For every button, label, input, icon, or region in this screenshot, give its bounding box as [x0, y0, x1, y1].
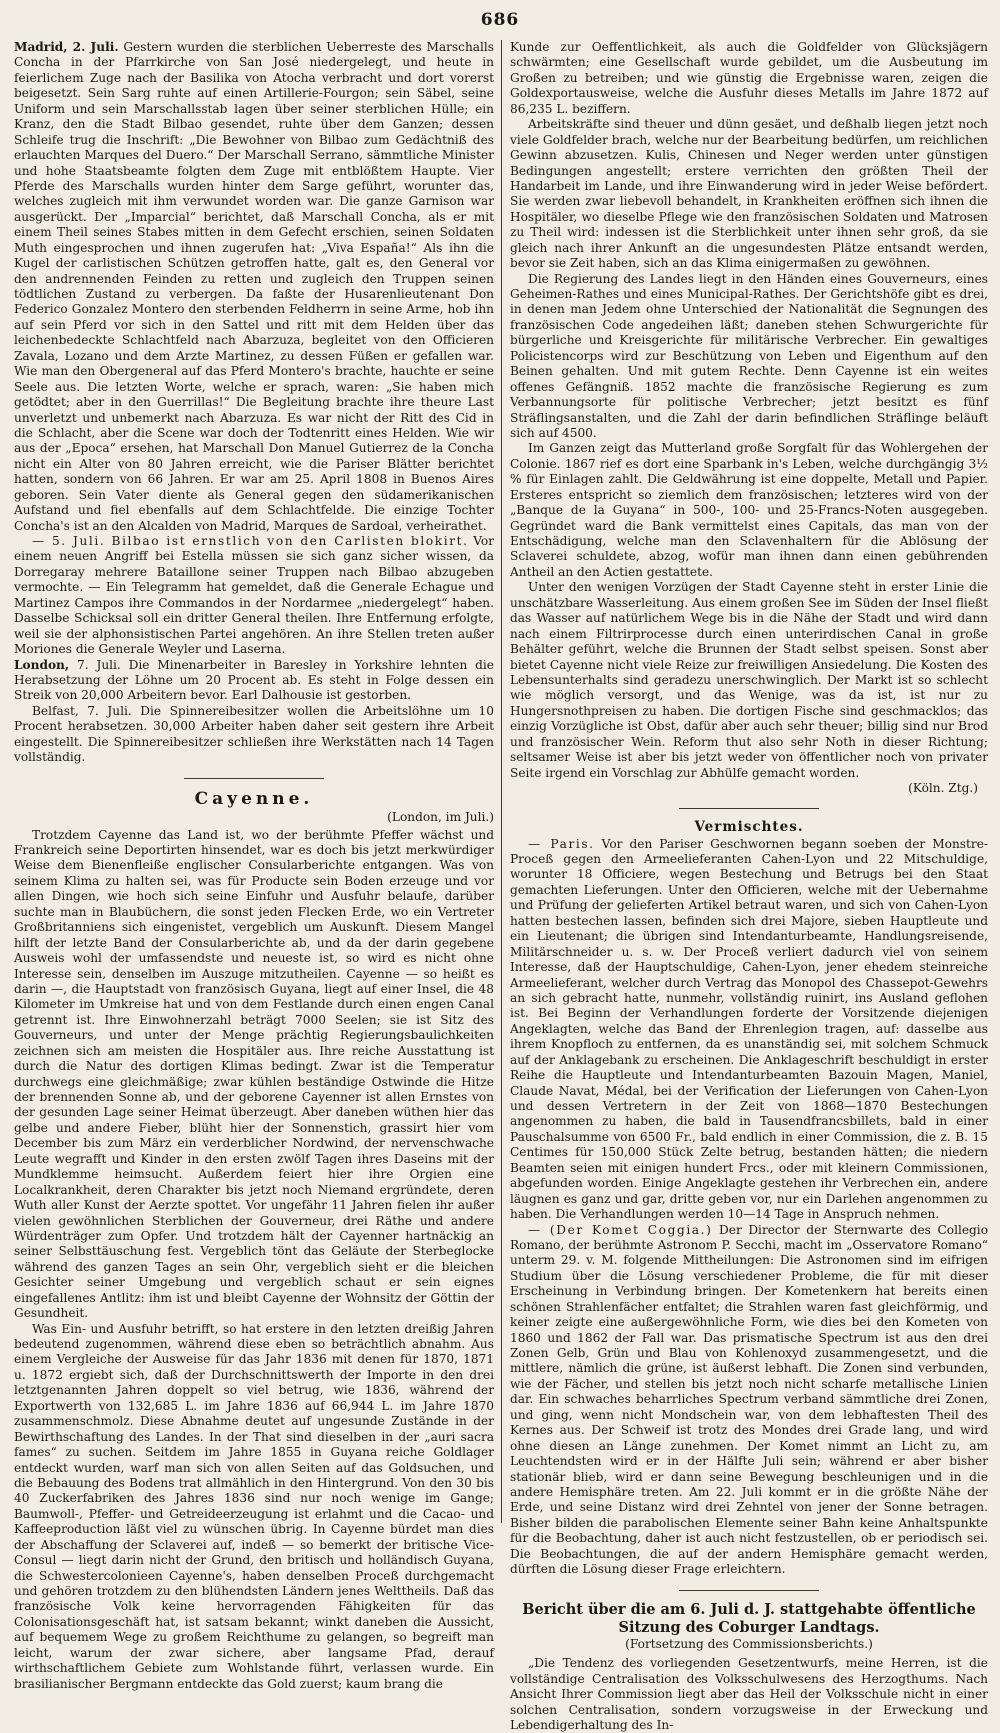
belfast-article: Belfast, 7. Juli. Die Spinnereibesitzer wollen die Arbeitslöhne um 10 Procent herabsetzen. 30,000 Arbeiter haben daher seit gestern ihre Arbeit eingestellt. Die Spinnereibesitzer schließen ihre Werkstätten nach 14 Tagen vollständig.	[14, 703, 494, 765]
vermischtes-heading: Vermischtes.	[694, 819, 804, 836]
madrid-dateline: Madrid, 2. Juli.	[14, 40, 119, 54]
right-column	[510, 40, 989, 1733]
column-divider	[501, 40, 502, 1523]
section-separator	[679, 1590, 819, 1591]
section-separator	[679, 808, 819, 809]
cayenne-paragraph-2: Was Ein- und Ausfuhr betrifft, so hat erstere in den letzten dreißig Jahren bedeutend zugenommen, während diese eben so beträchtlich abnahm. Aus einem Vergleiche der Ausweise für das Jahr 1836 mit denen für 1870, 1871 u. 1872 ergiebt sich, daß der Durchschnittswerth der Importe in den drei letztgenannten Jahren doppelt so viel betrug, wie 1836, während der Exportwerth von 132,685 L. im Jahre 1836 auf 66,944 L. im Jahre 1870 zusammenschmolz. Diese Abnahme deutet auf ungesunde Zustände in der Bewirthschaftung des Landes. In der That sind dieselben in der „auri sacra fames“ zu suchen. Seitdem im Jahre 1855 in Guyana reiche Goldlager entdeckt wurden, warf man sich von allen Seiten auf das Goldsuchen, und die Bebauung des Bodens trat allmählich in den Hintergrund. Von den 30 bis 40 Zuckerfabriken des Jahres 1836 sind nur noch wenige im Gange; Baumwoll-, Pfeffer- und Getreideerzeugung ist erlahmt und die Cacao- und Kaffeeproduction läßt viel zu wünschen übrig. In Cayenne bürdet man dies der Abschaffung der Sclaverei auf, indeß — so bemerkt der britische Vice-Consul — liegt darin nicht der Grund, den britisch und holländisch Guyana, die Schwestercolonieen Cayenne's, haben denselben Proceß durchgemacht und gehören trotzdem zu den blühendsten Ländern jenes Welttheils. Daß das französische Volk keine hervorragenden Fähigkeiten für das Colonisationsgeschäft hat, ist satsam bekannt; winkt daneben die Aussicht, auf bequemem Wege zu großem Reichthume zu gelangen, so begreift man leicht, warum der zwar sichere, aber langsame Pfad, derauf wirthschaftlichem Gebiete zum Wohlstande führt, verlassen wurde. Ein brasilianischer Bergmann entdeckte das Gold zuerst; kaum brang die	[14, 1321, 494, 1691]
cayenne-paragraph-3: Arbeitskräfte sind theuer und dünn gesäet, und deßhalb liegen jetzt noch viele Goldfelder brach, welche nur der Bearbeitung bedürfen, um reichlichen Gewinn abzusetzen. Kulis, Chinesen und Neger werden unter günstigen Bedingungen angestellt; erstere verrichten den größten Theil der Handarbeit im Lande, und ihre Einwanderung wird in jeder Weise befördert. Sie werden zwar liebevoll behandelt, in Krankheiten eröffnen sich ihnen die Hospitäler, wo dieselbe Pflege wie den französischen Soldaten und Matrosen zu Theil wird: indessen ist die Sterblichkeit unter ihnen sehr groß, da sie gleich nach ihrer Ankunft an die ungesundesten Plätze entsandt werden, bevor sie Zeit haben, sich an das Klima einigermaßen zu gewöhnen.	[510, 117, 988, 271]
paris-article	[510, 837, 988, 1223]
left-column	[14, 40, 494, 1691]
cayenne-paragraph-4: Die Regierung des Landes liegt in den Händen eines Gouverneurs, eines Geheimen-Rathes und eines Municipal-Rathes. Der Gerichtshöfe gibt es drei, in denen man Jedem ohne Unterschied der Nationalität die Segnungen des französischen Code angedeihen läßt; daneben stehen Schwurgerichte für bürgerliche und Kreisgerichte für militärische Verbrecher. Ein gewaltiges Policistencorps wird zur Beschützung von Leben und Eigenthum auf den Beinen gehalten. Und mit gutem Rechte. Denn Cayenne ist ein weites offenes Gefängniß. 1852 machte die französische Regierung es zum Verbannungsorte für politische Verbrecher; jetzt besitzt es fünf Sträflingsanstalten, und die Zahl der darin befindlichen Sträflinge beläuft sich auf 4500.	[510, 271, 988, 440]
madrid-body: Gestern wurden die sterblichen Ueberreste des Marschalls Concha in der Pfarrkirche von San José niedergelegt, und heute in feierlichem Zuge nach der Basilika von Atocha verbracht und dort vorerst beigesetzt. Sein Sarg ruhte auf einen Artillerie-Fourgon; sein Säbel, seine Uniform und sein Marschallsstab lagen über seiner sterblichen Hülle; ein Kranz, den die Stadt Bilbao gesendet, ruhte über dem Ganzen; dessen Schleife trug die Inschrift: „Die Bewohner von Bilbao zum Gedächtniß des erlauchten Marques del Duero.“ Der Marschall Serrano, sämmtliche Minister und hohe Staatsbeamte folgten dem Zuge mit entblößtem Haupte. Vier Pferde des Marschalls wurden hinter dem Sarge geführt, worunter das, welches zugleich mit ihm verwundet worden war. Die ganze Garnison war ausgerückt. Der „Imparcial“ berichtet, daß Marschall Concha, als er mit einem Theil seines Stabes mitten in dem Gefecht erschien, seinen Soldaten Muth eingesprochen und ihnen zugerufen hat: „Viva España!“ Als ihn die Kugel der carlistischen Schützen getroffen hatte, galt es, den General vor den andrennenden Feinden zu retten und zugleich den Truppen seinen tödtlichen Zustand zu verbergen. Da faßte der Husarenlieutenant Don Federico Gonzalez Montero den sterbenden Feldherrn in seine Arme, hob ihn auf sein Pferd vor sich in den Sattel und ritt mit dem Helden über das leichenbedeckte Schlachtfeld nach Abarzuza, begleitet von den Officieren Zavala, Lozano und dem Arzte Martinez, zu dessen Füßen er gefallen war. Wie man den Obergeneral auf das Pferd Montero's brachte, hauchte er seine Seele aus. Die letzten Worte, welche er sprach, waren: „Sie haben mich getödtet; aber in den Guerrillas!“ Die Begleitung brachte ihre theure Last unverletzt und unbemerkt nach Abarzuza. Es war nicht der Ritt des Cid in die Schlacht, aber die Scene war doch der Todtenritt eines Helden. Wie wir aus der „Epoca“ ersehen, hat Marschall Don Manuel Gutierrez de la Concha nicht ein Alter von 80 Jahren erreicht, wie die Pariser Blätter berichtet hatten, sondern von 66 Jahren. Er war am 25. April 1808 in Buenos Aires geboren. Sein Vater diente als General gegen den südamerikanischen Aufstand und fiel ebenfalls auf dem Schlachtfelde. Die einzige Tochter Concha's ist an den Alcalden von Madrid, Marques de Sardoal, verheirathet.	[14, 40, 494, 533]
cayenne-paragraph-5: Im Ganzen zeigt das Mutterland große Sorgfalt für das Wohlergehen der Colonie. 1867 rief es dort eine Sparbank in's Leben, welche durchgängig 3½ % für Einlagen zahlt. Die Geldwährung ist eine doppelte, Metall und Papier. Ersteres entspricht so ziemlich dem französischen; letzteres wird von der „Banque de la Guyana“ in 500-, 100- und 25-Francs-Noten ausgegeben. Gegründet ward die Bank vermittelst eines Capitals, das man von der Entschädigung, welche man den Sclavenhaltern für die Ablösung der Sclaverei schuldete, abzog, wofür man ihnen dann einen gebührenden Antheil an den Actien gestattete.	[510, 441, 988, 579]
cayenne-heading: Cayenne.	[194, 788, 314, 809]
page-number: 686	[480, 10, 520, 30]
comet-body: Der Director der Sternwarte des Collegio Romano, der berühmte Astronom P. Secchi, macht im „Osservatore Romano“ unterm 29. v. M. folgende Mittheilungen: Die Astronomen sind im eifrigen Studium über die Lösung verschiedener Probleme, die für mit dieser Erscheinung in Verbindung bringen. Der Kometenkern hat bereits einen schönen Strahlenfächer entfaltet; die Strahlen waren fast gleichförmig, und keiner zeigte eine außergewöhnliche Form, wie dies bei den Kometen von 1860 und 1862 der Fall war. Das prismatische Spectrum ist aus den drei Zonen Gelb, Grün und Blau von Kohlenoxyd zusammengesetzt, und die mittlere, nämlich die grüne, ist äußerst lebhaft. Die Zonen sind verbunden, wie der Fächer, und stellen bis jetzt noch nicht scharfe metallische Linien dar. Ein schwaches beharrliches Spectrum verband sämmtliche drei Zonen, und ging, wenn nicht Mondschein war, von dem lebhaftesten Theil des Kernes aus. Der Schweif ist trotz des Mondes drei Grade lang, und wird ohne diesen an Länge zunehmen. Der Komet nimmt an Licht zu, am Leuchtendsten wird er in der Hälfte Juli sein; während er aber bisher stationär blieb, wird er dann seine Bewegung beschleunigen und in die andere Hemisphäre treten. Am 22. Juli kommt er in die größte Nähe der Erde, und seine Distanz wird drei Zehntel von jener der Sonne betragen. Bisher bilden die parabolischen Elemente seiner Bahn keine Anhaltspunkte für die Beobachtung, daher ist auch nicht festzustellen, ob er periodisch sei. Die Beobachtungen, die auf der andern Hemisphäre gemacht werden, dürften die Lösung dieser Frage erleichtern.	[510, 1222, 989, 1577]
cayenne-paragraph-1: Trotzdem Cayenne das Land ist, wo der berühmte Pfeffer wächst und Frankreich seine Deportirten hinsendet, war es doch bis jetzt merkwürdiger Weise dem Bienenfleiße englischer Consularberichte entgangen. Was von seinem Klima zu halten sei, was für Producte sein Boden erzeuge und vor allen Dingen, wie hoch sich seine Einfuhr und Ausfuhr belaufe, darüber suchte man in Blaubüchern, die sonst jeden Flecken Erde, wo ein Vertreter Großbritanniens sich eingenistet, vergeblich um Auskunft. Diesem Mangel hilft der letzte Band der Consularberichte ab, und da der darin gegebene Ausweis wohl der umfassendste und neueste ist, so wird es nicht ohne Interesse sein, denselben im Auszuge mitzutheilen. Cayenne — so heißt es darin —, die Hauptstadt von französisch Guyana, liegt auf einer Insel, die 48 Kilometer im Umkreise hat und von dem Festlande durch einen engen Canal getrennt ist. Ihre Einwohnerzahl beträgt 7000 Seelen; sie ist Sitz des Gouverneurs, und unter der Menge prächtig Regierungsbaulichkeiten zeichnen sich am meisten die Hospitäler aus. Ihre reiche Ausstattung ist durch die Natur des dortigen Klimas bedingt. Zwar ist die Temperatur durchwegs eine gleichmäßige; zwar kühlen beständige Ostwinde die Hitze der brennenden Sonne ab, und der geborene Cayenner ist allen Ernstes von der gesunden Lage seiner Heimat überzeugt. Aber daneben wüthen hier das gelbe und andere Fieber, blüht hier der Sonnenstich, grassirt hier vom December bis zum März ein verderblicher Nordwind, der nervenschwache Leute wegrafft und Kinder in den ersten zwölf Tagen ihres Daseins mit der Mundklemme heimsucht. Außerdem feiert hier ihre Orgien eine Localkrankheit, deren Charakter bis jetzt noch Niemand ergründete, deren Wuth aller Kunst der Aerzte spottet. Vor ungefähr 11 Jahren fielen ihr außer vielen gewöhnlichen Sterblichen der Gouverneur, drei Räthe und andere Würdenträger zum Opfer. Und trotzdem hält der Cayenner hartnäckig an seiner Selbsttäuschung fest. Vergeblich tönt das Geläute der Sterbeglocke während des ganzen Tages an sein Ohr, vergeblich sieht er die bleichen Gesichter seiner Umgebung und vergeblich schaut er sein eignes eingefallenes Antlitz: ihm ist und bleibt Cayenne der Wohnsitz der Göttin der Gesundheit.	[14, 827, 494, 1321]
london-body: 7. Juli. Die Minenarbeiter in Baresley in Yorkshire lehnten die Herabsetzung der Löhne um 20 Procent ab. Es steht in Folge dessen ein Streik von 20,000 Arbeitern bevor. Earl Dalhousie ist gestorben.	[14, 657, 494, 703]
report-title-line-1: Bericht über die am 6. Juli d. J. stattgehabte öffentliche	[522, 1600, 976, 1618]
cayenne-paragraph-6: Unter den wenigen Vorzügen der Stadt Cayenne steht in erster Linie die unschätzbare Wasserleitung. Aus einem großen See im Süden der Insel fließt das Wasser auf natürlichem Wege bis in die Nähe der Stadt und wird dann nach einem Filtrirprocesse durch einen unterirdischen Canal in große Behälter geführt, welche die Brunnen der Stadt selbst speisen. Sonst aber bietet Cayenne nicht viele Reize zur freiwilligen Ansiedelung. Die Kosten des Lebensunterhalts sind geradezu unerschwinglich. Der Markt ist so schlecht wie möglich versorgt, und das Wenige, was da ist, ist nur zu Hungersnothpreisen zu haben. Die dortigen Fische sind geschmacklos; das einzig Vorzügliche ist Obst, dafür aber auch sehr theuer; billig sind nur Brod und französischer Wein. Reform thut also sehr Noth in dieser Richtung; seltsamer Weise ist aber bis jetzt weder von öffentlicher noch von privater Seite irgend ein Vorschlag zur Abhülfe gemacht worden.	[510, 580, 988, 780]
london-dateline: London,	[14, 657, 70, 672]
london-article	[14, 658, 494, 704]
bilbao-body: Vor einem neuen Angriff bei Estella müssen sie sich ganz sicher wissen, da Dorregaray mehrere Bataillone seiner Truppen nach Bilbao abzugeben vermochte. — Ein Telegramm hat gemeldet, daß die Generale Echague und Martinez Campos ihre Commandos in der Nordarmee „niedergelegt“ haben. Dasselbe Schicksal soll ein dritter General theilen. Ihre Entfernung erfolgte, weil sie der alphonsistischen Partei angehören. An ihre Stellen treten außer Moriones die Generale Weyler und Laserna.	[14, 534, 494, 657]
cayenne-byline: (London, im Juli.)	[387, 810, 494, 825]
madrid-article	[14, 40, 494, 534]
bilbao-lead: — 5. Juli. Bilbao ist ernstlich von den Carlisten blokirt.	[32, 534, 469, 548]
cayenne-continuation: Kunde zur Oeffentlichkeit, als auch die Goldfelder von Glücksjägern schwärmten; eine Gesellschaft wurde gebildet, um die Ausbeutung im Großen zu betreiben; und wie günstig die Ergebnisse waren, zeigen die Goldexportausweise, welche die Ausfuhr dieses Metalls im Jahre 1872 auf 86,235 L. beziffern.	[510, 40, 988, 116]
report-subtitle: (Fortsetzung des Commissionsberichts.)	[625, 1636, 873, 1651]
comet-article	[510, 1223, 988, 1578]
report-body: „Die Tendenz des vorliegenden Gesetzentwurfs, meine Herren, ist die vollständige Centralisation des Volksschulwesens des Herzogthums. Nach Ansicht Ihrer Commission liegt aber das Heil der Volksschule nicht in einer solchen Centralisation, sondern vorzugsweise in der Erweckung und Lebendigerhaltung des In-	[510, 1656, 988, 1733]
bilbao-article	[14, 534, 494, 658]
paris-body: Vor den Pariser Geschwornen begann soeben der Monstre-Proceß gegen den Armeelieferanten Cahen-Lyon und 22 Mitschuldige, worunter 18 Officiere, wegen Bestechung und Betrugs bei den Staat gemachten Lieferungen. Unter den Officieren, welche mit der Uebernahme und Prüfung der gelieferten Artikel betraut waren, und sich von Cahen-Lyon hatten bestechen lassen, befinden sich drei Majore, sieben Hauptleute und ein Lieutenant; die übrigen sind Intendanturbeamte, Handlungsreisende, Militärschneider u. s. w. Der Proceß verliert dadurch viel von seinem Interesse, daß der Hauptschuldige, Cahen-Lyon, jener ehedem steinreiche Armeelieferant, welcher durch Vertrag das Monopol des Chassepot-Gewehrs an sich gebracht hatte, nunmehr, vollständig ruinirt, ins Ausland geflohen ist. Bei Beginn der Verhandlungen forderte der Vorsitzende diejenigen Angeklagten, welche das Band der Ehrenlegion tragen, auf: dasselbe aus ihrem Knopfloch zu entfernen, da es unanständig sei, mit solchem Schmuck auf der Anklagebank zu erscheinen. Die Anklageschrift beschuldigt in erster Reihe die Hauptleute und Intendanturbeamten Bazouin Magen, Maniel, Claude Navat, Médal, bei der Verification der Lieferungen von Cahen-Lyon und dessen Vertretern in der Zeit von 1868—1870 Bestechungen angenommen zu haben, die bald in Tausendfrancsbillets, bald in einer Pauschalsumme von 6500 Fr., bald endlich in einer Commission, die z. B. 15 Centimes für 150,000 Stück Zelte betrug, bestanden hätten; die niedern Beamten seien mit einigen hundert Frcs., oder mit kleinern Commissionen, abgefunden worden. Einige Angeklagte gestehen ihr Verbrechen ein, andere läugnen es ganz und gar, dritte geben vor, nur ein Darlehen angenommen zu haben. Die Verhandlungen werden 10—14 Tage in Anspruch nehmen.	[510, 836, 988, 1222]
section-separator	[184, 778, 324, 779]
cayenne-source: (Köln. Ztg.)	[908, 781, 978, 795]
report-title-line-2: Sitzung des Coburger Landtags.	[618, 1618, 880, 1636]
comet-lead: — (Der Komet Coggia.)	[528, 1222, 713, 1237]
paris-lead: — Paris.	[528, 836, 595, 851]
